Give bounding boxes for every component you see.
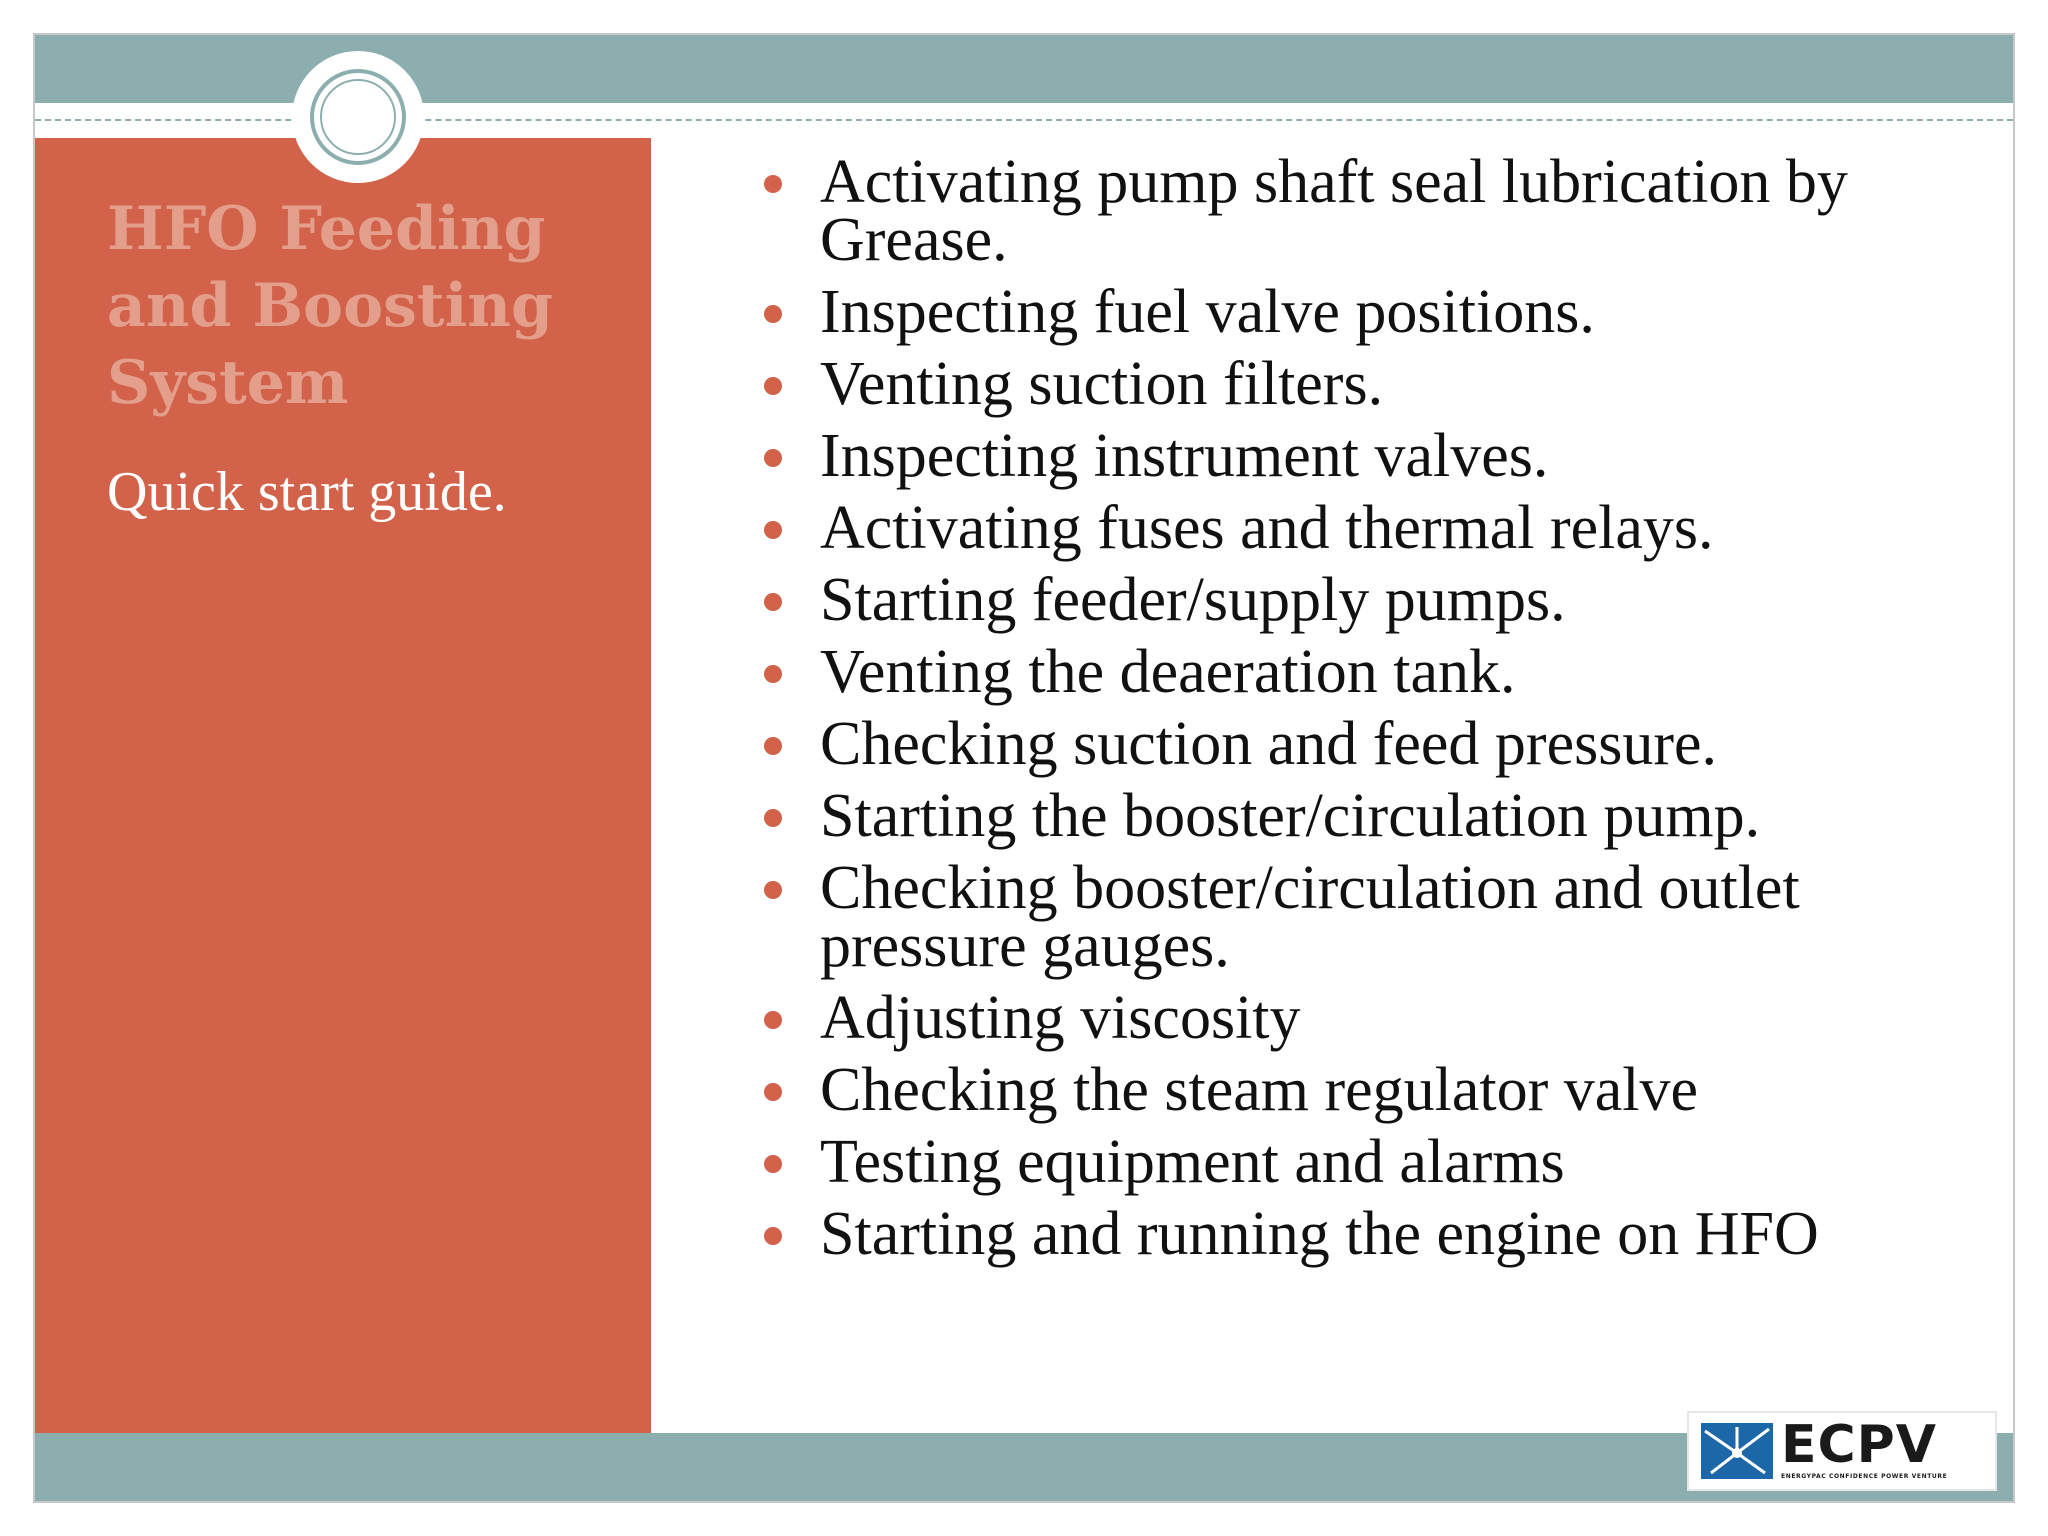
bullet-text: Activating fuses and thermal relays. xyxy=(820,494,1714,562)
bullet-text: Starting feeder/supply pumps. xyxy=(820,566,1566,634)
bullet-dot-icon xyxy=(764,737,782,755)
bullet-item xyxy=(720,782,1960,850)
bullet-item xyxy=(720,984,1960,1052)
bullet-text: Activating pump shaft seal lubrication by Grease. xyxy=(820,148,1848,274)
bullet-text: Inspecting instrument valves. xyxy=(820,422,1549,490)
company-logo xyxy=(1687,1411,1997,1491)
bullet-text: Starting and running the engine on HFO xyxy=(820,1200,1819,1268)
slide xyxy=(33,33,2015,1503)
bullet-item xyxy=(720,350,1960,418)
bullet-dot-icon xyxy=(764,665,782,683)
bullet-dot-icon xyxy=(764,449,782,467)
bullet-text: Inspecting fuel valve positions. xyxy=(820,278,1595,346)
bullet-item xyxy=(720,422,1960,490)
bullet-dot-icon xyxy=(764,593,782,611)
bullet-item xyxy=(720,854,1960,980)
ring-ornament xyxy=(292,51,424,183)
slide-subtitle: Quick start guide. xyxy=(107,461,507,523)
bullet-text: Adjusting viscosity xyxy=(820,984,1301,1052)
bullet-dot-icon xyxy=(764,1155,782,1173)
bullet-list xyxy=(720,148,1960,1277)
bullet-dot-icon xyxy=(764,175,782,193)
bullet-dot-icon xyxy=(764,377,782,395)
bullet-item xyxy=(720,148,1960,274)
bullet-text: Starting the booster/circulation pump. xyxy=(820,782,1761,850)
bullet-text: Venting the deaeration tank. xyxy=(820,638,1516,706)
bullet-text: Checking booster/circulation and outlet pressure gauges. xyxy=(820,854,1800,980)
logo-tagline: ENERGYPAC CONFIDENCE POWER VENTURE xyxy=(1781,1473,1948,1480)
bullet-item xyxy=(720,278,1960,346)
bullet-text: Checking suction and feed pressure. xyxy=(820,710,1718,778)
bullet-item xyxy=(720,494,1960,562)
bullet-dot-icon xyxy=(764,521,782,539)
bullet-item xyxy=(720,1056,1960,1124)
bullet-dot-icon xyxy=(764,305,782,323)
bullet-text: Testing equipment and alarms xyxy=(820,1128,1565,1196)
logo-mark-icon xyxy=(1701,1423,1773,1479)
bullet-text: Venting suction filters. xyxy=(820,350,1384,418)
bullet-dot-icon xyxy=(764,1083,782,1101)
bullet-dot-icon xyxy=(764,1011,782,1029)
bullet-dot-icon xyxy=(764,881,782,899)
bullet-dot-icon xyxy=(764,1227,782,1245)
logo-wordmark: ECPV xyxy=(1781,1415,1938,1475)
bullet-item xyxy=(720,638,1960,706)
slide-title: HFO Feeding and Boosting System xyxy=(107,194,553,418)
bullet-dot-icon xyxy=(764,809,782,827)
bullet-item xyxy=(720,710,1960,778)
bullet-text: Checking the steam regulator valve xyxy=(820,1056,1699,1124)
bullet-item xyxy=(720,1200,1960,1268)
bullet-item xyxy=(720,1128,1960,1196)
bullet-item xyxy=(720,566,1960,634)
